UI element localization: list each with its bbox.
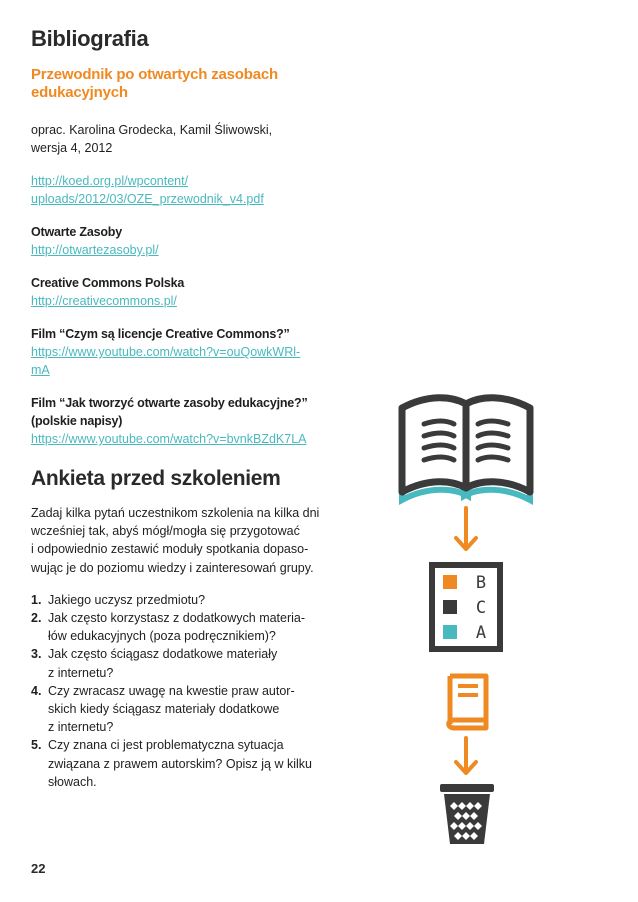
checklist-letter-b: B <box>475 573 487 593</box>
survey-question: 2. Jak często korzystasz z dodatkowych materia- łów edukacyjnych (poza podręcznikiem)? <box>31 611 306 644</box>
open-book-icon <box>402 398 530 500</box>
checklist-icon <box>432 565 500 649</box>
entry-label-creative-commons: Creative Commons Polska <box>31 276 185 290</box>
trash-bin-icon <box>440 784 494 844</box>
entry-label-otwarte-zasoby: Otwarte Zasoby <box>31 225 122 239</box>
main-column <box>31 24 331 791</box>
entry-link-film-zasoby[interactable]: https://www.youtube.com/watch?v=bvnkBZdK7LA <box>31 432 307 446</box>
entry-link-otwarte-zasoby[interactable]: http://otwartezasoby.pl/ <box>31 243 159 257</box>
bibliography-title: Bibliografia <box>31 26 149 51</box>
process-illustration <box>396 388 536 858</box>
survey-question: 5. Czy znana ci jest problematyczna sytuacja związana z prawem autorskim? Opisz ją w kilku słowach. <box>31 738 312 789</box>
closed-book-icon <box>449 676 486 728</box>
survey-question: 3. Jak często ściągasz dodatkowe materiały z internetu? <box>31 647 278 680</box>
guide-author: oprac. Karolina Grodecka, Kamil Śliwowski, wersja 4, 2012 <box>31 123 273 155</box>
survey-question: 4. Czy zwracasz uwagę na kwestie praw autor- skich kiedy ściągasz materiały dodatkowe z internetu? <box>31 683 295 735</box>
checklist-letter-c: C <box>475 598 487 618</box>
arrow-down-icon <box>456 738 476 773</box>
survey-question: 1. Jakiego uczysz przedmiotu? <box>31 592 206 607</box>
checklist-letter-a: A <box>475 623 487 643</box>
arrow-down-icon <box>456 508 476 549</box>
entry-label-film-licencje: Film “Czym są licencje Creative Commons?” <box>31 327 290 341</box>
guide-link[interactable]: http://koed.org.pl/wpcontent/ uploads/2012/03/OZE_przewodnik_v4.pdf <box>31 174 264 206</box>
survey-intro: Zadaj kilka pytań uczestnikom szkolenia na kilka dni wcześniej tak, abyś mógł/mogła się przygotować i odpowiednio zestawić moduły spotkania dopaso- wując je do poziomu wiedzy i zainteresowań grupy. <box>31 506 320 575</box>
survey-title: Ankieta przed szkoleniem <box>31 467 281 490</box>
entry-link-creative-commons[interactable]: http://creativecommons.pl/ <box>31 294 177 308</box>
entry-label-film-zasoby: Film “Jak tworzyć otwarte zasoby edukacyjne?” (polskie napisy) <box>31 396 308 428</box>
guide-title: Przewodnik po otwartych zasobach edukacyjnych <box>31 66 278 101</box>
page-number: 22 <box>31 861 46 876</box>
survey-questions <box>31 591 331 791</box>
entry-link-film-licencje[interactable]: https://www.youtube.com/watch?v=ouQowkWRl- mA <box>31 345 301 377</box>
